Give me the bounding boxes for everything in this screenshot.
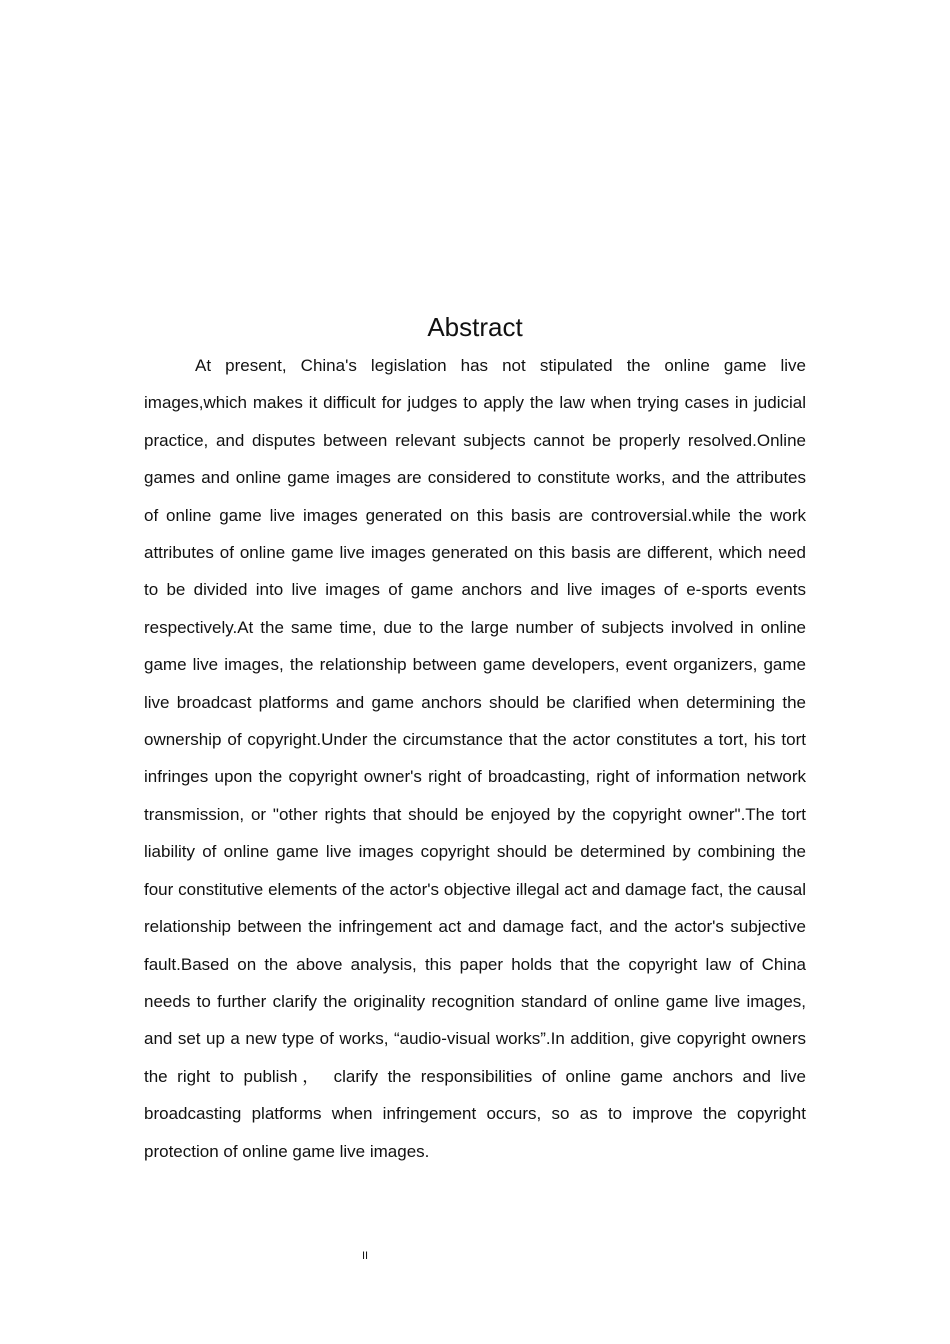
abstract-title: Abstract [427, 312, 523, 343]
page-number: II [361, 1250, 369, 1262]
abstract-body: At present, China's legislation has not stipulated the online game live images,which makes it difficult for judges to apply the law when trying cases in judicial practice, and disputes between relevant subjects cannot be properly resolved.Online games and online game images are considered to constitute works, and the attributes of online game live images generated on this basis are controversial.while the work attributes of online game live images generated on this basis are different, which need to be divided into live images of game anchors and live images of e-sports events respectively.At the same time, due to the large number of subjects involved in online game live images, the relationship between game developers, event organizers, game live broadcast platforms and game anchors should be clarified when determining the ownership of copyright.Under the circumstance that the actor constitutes a tort, his tort infringes upon the copyright owner's right of broadcasting, right of information network transmission, or "other rights that should be enjoyed by the copyright owner".The tort liability of online game live images copyright should be determined by combining the four constitutive elements of the actor's objective illegal act and damage fact, the causal relationship between the infringement act and damage fact, and the actor's subjective fault.Based on the above analysis, this paper holds that the copyright law of China needs to further clarify the originality recognition standard of online game live images, and set up a new type of works, “audio-visual works”.In addition, give copyright owners the right to publish， clarify the responsibilities of online game anchors and live broadcasting platforms when infringement occurs, so as to improve the copyright protection of online game live images. [144, 356, 806, 1161]
